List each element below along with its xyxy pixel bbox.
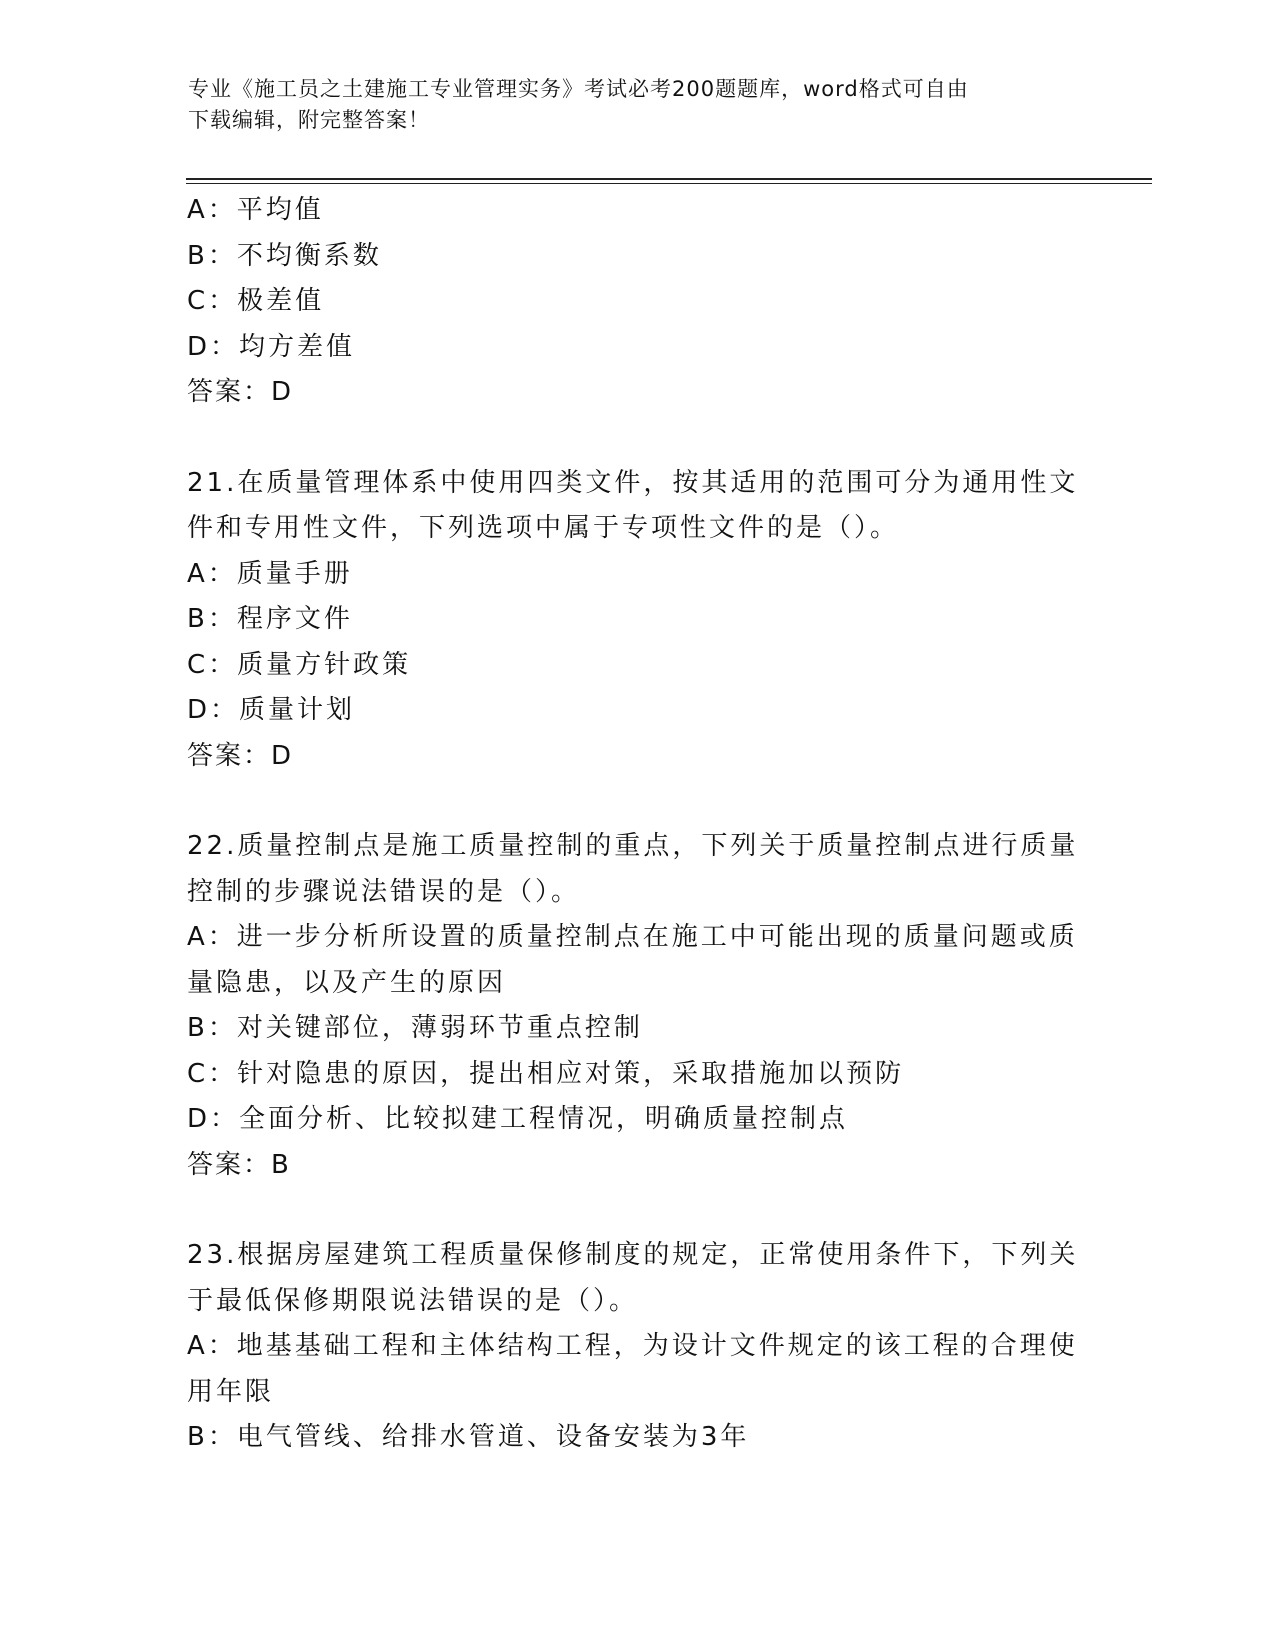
option-a: A：地基基础工程和主体结构工程，为设计文件规定的该工程的合理使 — [187, 1331, 1078, 1361]
question-23 — [187, 1233, 1077, 1461]
header-line: 下载编辑，附完整答案！ — [188, 108, 430, 132]
option-c: C：质量方针政策 — [187, 649, 412, 680]
answer-line: 答案：D — [187, 740, 294, 771]
answer-line: 答案：B — [187, 1149, 291, 1180]
option-a: A：进一步分析所设置的质量控制点在施工中可能出现的质量问题或质 — [187, 922, 1078, 952]
option-a-continued: 量隐患，以及产生的原因 — [187, 967, 507, 998]
option-a: A：质量手册 — [187, 558, 353, 589]
question-text: 22.质量控制点是施工质量控制的重点，下列关于质量控制点进行质量 — [187, 831, 1079, 861]
header-divider-thin — [186, 183, 1152, 184]
option-c: C：针对隐患的原因，提出相应对策，采取措施加以预防 — [187, 1058, 905, 1089]
question-21 — [187, 461, 1077, 780]
option-d: D：全面分析、比较拟建工程情况，明确质量控制点 — [187, 1104, 849, 1134]
document-header — [188, 74, 1068, 136]
answer-line: 答案：D — [187, 377, 294, 407]
header-divider — [186, 178, 1152, 180]
option-a-continued: 用年限 — [187, 1376, 275, 1407]
header-line: 专业《施工员之土建施工专业管理实务》考试必考200题题库，word格式可自由 — [188, 77, 969, 101]
question-text: 控制的步骤说法错误的是（）。 — [187, 876, 581, 907]
option-a: A：平均值 — [187, 195, 324, 225]
option-b: B：对关键部位，薄弱环节重点控制 — [187, 1013, 643, 1043]
question-text: 于最低保修期限说法错误的是（）。 — [187, 1285, 639, 1316]
spacer — [187, 1188, 1077, 1233]
spacer — [187, 416, 1077, 461]
option-c: C：极差值 — [187, 286, 325, 316]
spacer — [187, 779, 1077, 824]
option-b: B：不均衡系数 — [187, 240, 382, 271]
prev-question-block — [187, 188, 1077, 416]
question-text: 21.在质量管理体系中使用四类文件，按其适用的范围可分为通用性文 — [187, 467, 1079, 498]
option-d: D：质量计划 — [187, 695, 356, 725]
option-b: B：程序文件 — [187, 604, 353, 634]
question-content — [187, 188, 1077, 1461]
question-text: 23.根据房屋建筑工程质量保修制度的规定，正常使用条件下，下列关 — [187, 1240, 1079, 1270]
option-b: B：电气管线、给排水管道、设备安装为3年 — [187, 1422, 750, 1452]
question-text: 件和专用性文件，下列选项中属于专项性文件的是（）。 — [187, 513, 900, 543]
option-d: D：均方差值 — [187, 331, 356, 362]
question-22 — [187, 824, 1077, 1188]
